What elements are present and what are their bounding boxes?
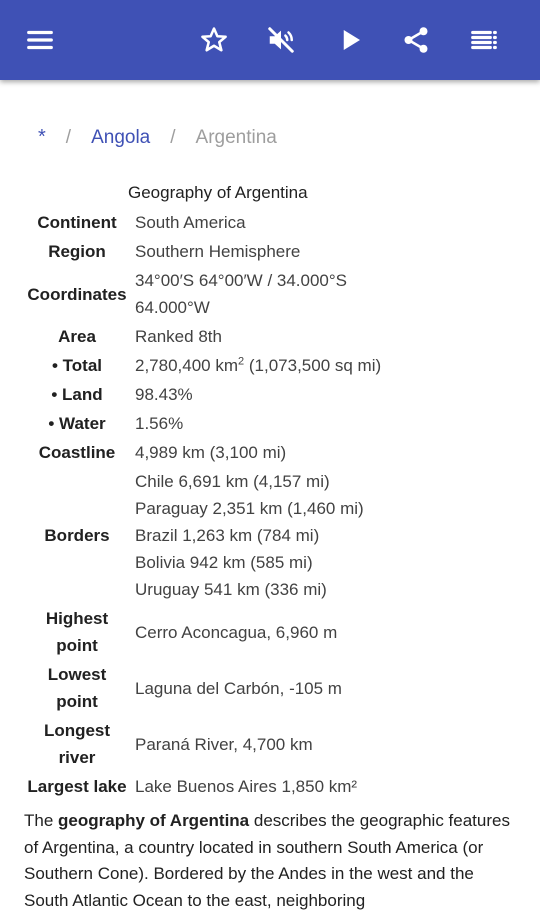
border-item[interactable]: Chile 6,691 km (4,157 mi) (135, 472, 330, 491)
border-item[interactable]: Bolivia 942 km (585 mi) (135, 553, 313, 572)
infobox-row (24, 604, 381, 660)
row-label (24, 604, 133, 660)
infobox-row (24, 237, 381, 266)
mute-button[interactable] (261, 20, 301, 60)
breadcrumb-home[interactable]: * (38, 126, 46, 148)
border-item[interactable]: Brazil 1,263 km (784 mi) (135, 526, 320, 545)
row-label (24, 716, 133, 772)
coordinates-value[interactable] (133, 266, 381, 322)
row-label (24, 660, 133, 716)
row-label: Region (48, 242, 106, 261)
row-label: • Water (48, 414, 106, 433)
app-bar (0, 0, 540, 80)
infobox-row (24, 266, 381, 322)
row-value: 98.43% (135, 385, 193, 404)
infobox-row (24, 467, 381, 604)
mute-icon (266, 25, 296, 55)
total-area-imperial: (1,073,500 sq mi) (244, 356, 382, 375)
border-item[interactable]: Paraguay 2,351 km (1,460 mi) (135, 499, 364, 518)
infobox-table (24, 208, 381, 801)
row-label: • Total (51, 356, 103, 375)
row-value[interactable]: Cerro Aconcagua, 6,960 m (135, 622, 338, 642)
row-value: 1.56% (135, 414, 184, 433)
infobox-row (24, 380, 381, 409)
row-label: • Land (51, 385, 103, 404)
border-item[interactable]: Uruguay 541 km (336 mi) (135, 580, 327, 599)
infobox-caption: Geography of Argentina (128, 183, 308, 202)
coordinates-line: 34°00′S 64°00′W / 34.000°S (135, 271, 348, 290)
infobox-row (24, 322, 381, 351)
superscript: 2 (238, 355, 245, 368)
row-value[interactable]: South America (135, 213, 246, 232)
row-value[interactable]: Paraná River, 4,700 km (135, 734, 313, 754)
coordinates-line: 64.000°W (135, 298, 210, 317)
row-label: Area (58, 327, 96, 346)
paragraph-text: The (24, 811, 59, 830)
toc-icon (469, 25, 499, 55)
row-value[interactable]: Lake Buenos Aires 1,850 km² (135, 777, 358, 796)
row-label: Largest lake (27, 777, 127, 796)
play-icon (335, 25, 365, 55)
row-value (133, 351, 381, 380)
infobox-row (24, 351, 381, 380)
label-line: point (56, 692, 98, 711)
article-paragraph (24, 808, 520, 914)
infobox-row (24, 208, 381, 237)
paragraph-text: describes the geographic features of Argentina, a country located in southern South America (or Southern Cone). Bordered by the Andes in the west and the South Atlantic Ocean to the east, neighboring (24, 811, 510, 910)
row-value[interactable]: Southern Hemisphere (135, 242, 301, 261)
row-label: Coordinates (27, 284, 127, 304)
infobox-row (24, 409, 381, 438)
row-value: 4,989 km (3,100 mi) (135, 443, 287, 462)
row-value: Ranked 8th (135, 327, 222, 346)
row-label: Coastline (38, 443, 116, 462)
contents-button[interactable] (464, 20, 504, 60)
share-button[interactable] (396, 20, 436, 60)
infobox (24, 178, 524, 801)
total-area: 2,780,400 km (135, 356, 239, 375)
breadcrumb-separator: / (65, 126, 72, 148)
breadcrumb (38, 126, 277, 149)
row-label: Continent (37, 213, 117, 232)
label-line: Lowest (47, 665, 107, 684)
infobox-row (24, 438, 381, 467)
play-button[interactable] (330, 20, 370, 60)
share-icon (401, 25, 431, 55)
menu-icon (25, 25, 55, 55)
borders-list (133, 467, 381, 604)
paragraph-bold-term: geography of Argentina (58, 811, 250, 830)
label-line: river (58, 748, 96, 767)
menu-button[interactable] (20, 20, 60, 60)
infobox-row (24, 772, 381, 801)
row-value[interactable]: Laguna del Carbón, -105 m (135, 678, 342, 698)
breadcrumb-current: Argentina (195, 126, 277, 148)
breadcrumb-parent-link[interactable]: Angola (91, 126, 151, 148)
infobox-row (24, 716, 381, 772)
label-line: Highest (45, 609, 109, 628)
breadcrumb-separator: / (170, 126, 176, 148)
label-line: point (56, 636, 98, 655)
infobox-row (24, 660, 381, 716)
star-icon (199, 25, 229, 55)
favorite-button[interactable] (194, 20, 234, 60)
label-line: Longest (43, 721, 111, 740)
row-label: Borders (44, 526, 110, 545)
